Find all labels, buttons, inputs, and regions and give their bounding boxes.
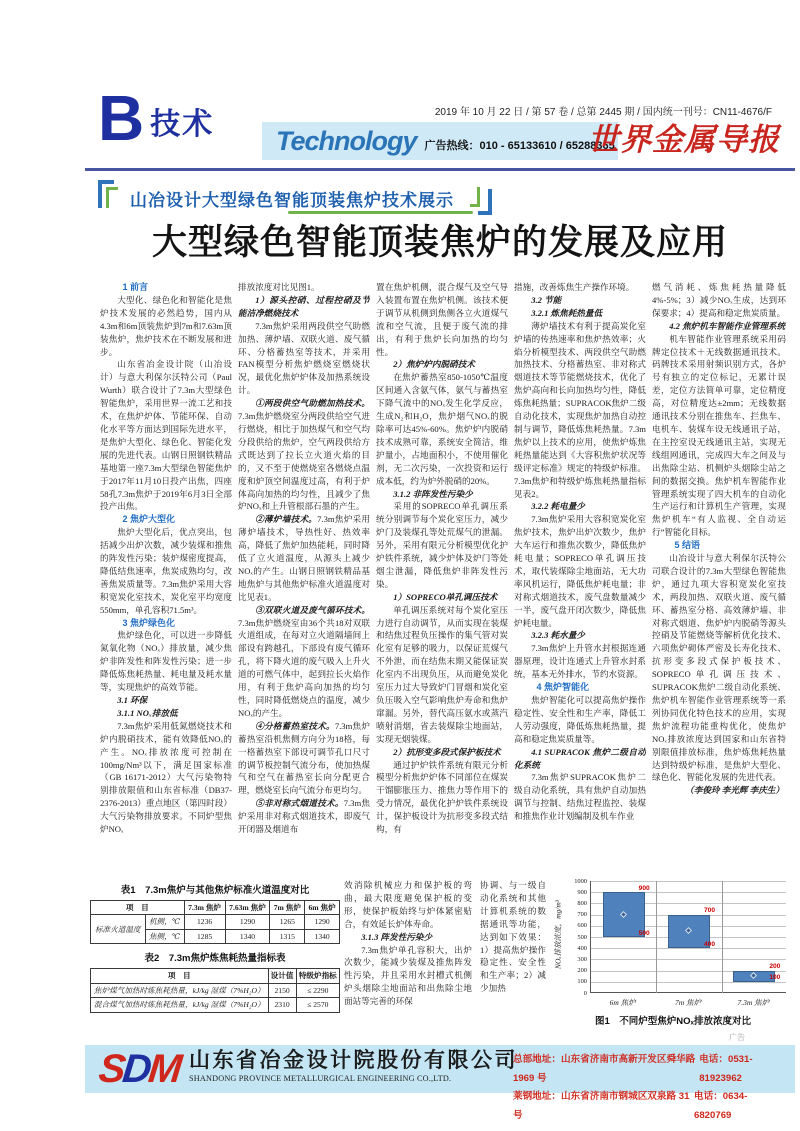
table-cell: 1265 [270, 915, 305, 929]
phone-hq: 电话：0531-81923962 [699, 1054, 753, 1084]
article-paragraph: ④分格蓄热室技术。7.3m焦炉蓄热室沿机焦侧方向分为18格，每一格蓄热室下部设可调节孔口尺寸的调节板控制气流分布，使加热煤气和空气在蓄热室长向分配更合理，燃烧室长向气流分布更均匀。 [238, 720, 370, 796]
table-cell: 1315 [270, 929, 305, 943]
company-name-en: SHANDONG PROVINCE METALLURGICAL ENGINEERING CO.,LTD. [189, 1074, 452, 1084]
article-paragraph: 排放浓度对比见图1。 [238, 282, 320, 292]
article-paragraph: 焦炉大型化后，优点突出，包括减少出炉次数，减少装煤和推焦的阵发性污染；装炉煤密度提高，降低结焦速率，焦炭成熟均匀，改善焦炭质量等。7.3m焦炉采用大容积宽炭化室技术，炭化室平均宽度550mm，单孔容积71.5m³。 [100, 527, 232, 615]
subsection-heading: 3.1 环保 [117, 695, 148, 705]
banner-underline-green [288, 211, 473, 214]
logo-letter: D [120, 1047, 151, 1091]
footer-advert-band [85, 1045, 795, 1122]
section-heading: 2 焦炉大型化 [122, 514, 176, 525]
article-paragraph: 置在焦炉机侧，混合煤气及空气导入装置布置在焦炉机侧。该技术便于调节从机侧到焦侧各立火道煤气流和空气流，且便于废气流的排出，有利于焦炉长向加热的均匀性。 [376, 282, 508, 357]
table-cell: ≤ 2290 [296, 983, 339, 997]
company-contacts [513, 1051, 781, 1126]
chart-value-label: 200 [769, 963, 781, 971]
address-hq: 总部地址：山东省济南市高新开发区舜华路 1969 号 [513, 1054, 696, 1084]
article-paragraph: 7.3m焦炉采用低氮燃烧技术和炉内脱硝技术，能有效降低NOₓ的产生。NOₓ排放浓度可控制在100mg/Nm³以下，满足国家标准（GB 16171-2012）大气污染物特别排放限值和山东省标准（DB37-2376-2013）重点地区（第四时段）大气污染物排放要求。不同炉型焦炉NOₓ [100, 720, 232, 835]
ad-corner-label: 广告 [729, 1033, 745, 1042]
chart-category-separator [722, 881, 723, 993]
article-paragraph: 协调、与一级自动化系统和其他计算机系统的数据通讯等功能，达到如下效果：1）提高焦炉操作稳定性、安全性和生产率；2）减少加热 [480, 880, 546, 994]
article-column-2 [238, 281, 370, 878]
article-paragraph: 机车智能作业管理系统采用码牌定位技术＋无线数据通讯技术。码牌技术采用射频识别方式，各炉号有独立的定位标记，无累计误差，定位方法简单可靠，定位精度高，对位精度达±2mm；无线数据通讯技术分别在推焦车、拦焦车、电机车、装煤车设无线通讯子站，在主控室设无线通讯主站，实现无线组网通讯，完成四大车之间及与出焦除尘站、机侧炉头烟除尘站之间的数据交换。焦炉机车智能作业管理系统实现了四大机车的自动化生产运行和计算机生产管理，实现焦炉机车“有人监视、全自动运行”智能化目标。 [652, 333, 786, 538]
table-cell: 1290 [225, 915, 270, 929]
article-paragraph: 措施，改善炼焦生产操作环境。 [514, 282, 635, 292]
table-cell: 2310 [268, 998, 296, 1012]
table-caption: 表1 7.3m焦炉与其他焦炉标准火道温度对比 [120, 885, 310, 896]
section-heading: 4 焦炉智能化 [536, 682, 590, 693]
section-title: 技术 [150, 107, 215, 141]
chart-value-label: 500 [638, 929, 650, 937]
article-paragraph: ②薄炉墙技术。7.3m焦炉采用薄炉墙技术，导热性好、热效率高，降低了焦炉加热能耗，同时降低了立火道温度，从源头上减少NOₓ的产生。山钢日照钢铁精品基地焦炉与其他焦炉标准火道温度对比见表1。 [238, 514, 370, 602]
article-paragraph: 采用的SOPRECO单孔调压系统分别调节每个炭化室压力，减少炉门及装煤孔等处荒煤气的泄漏。另外，采用有限元分析模型优化护炉铁件系统，减少炉体及炉门等处烟尘泄漏，降低焦炉非阵发性污染。 [376, 501, 508, 589]
paragraph-lead: ⑤非对称式烟道技术。 [255, 798, 344, 809]
chart-y-tick: 300 [577, 955, 587, 963]
newspaper-logo: 世界金属导报 [588, 122, 780, 157]
article-column-4-bottom [480, 879, 546, 1035]
article-column-5 [652, 281, 786, 878]
table-cell: 1340 [305, 929, 340, 943]
chart-x-tick-label: 7m 焦炉 [674, 998, 702, 1007]
header-rule [85, 168, 795, 171]
article-paragraph: 通过护炉铁件系统有限元分析模型分析焦炉炉体不同部位在煤炭干馏膨胀压力、推焦力等作用下的受力情况，最优化护炉铁件系统设计，保护板设计为抗形变多段式结构，有 [376, 759, 508, 835]
subsection-heading: 4.2 焦炉机车智能作业管理系统 [669, 320, 786, 331]
article-paragraph: 7.3m焦炉单孔容积大，出炉次数少，能减少装煤及推焦阵发性污染，并且采用水封槽式机侧炉头烟除尘地面站和出焦除尘地面站等完善的环保 [344, 944, 472, 1007]
subsection-heading: 2）焦炉炉内脱硝技术 [393, 359, 475, 370]
article-column-1 [100, 281, 232, 878]
chart-y-axis-label: NOₓ排放浓度，mg/m³ [553, 900, 563, 969]
subsection-heading: 3.2.2 耗电量少 [531, 501, 585, 512]
table-rowgroup-cell: 标准火道温度 [91, 915, 146, 944]
chart-gridline [591, 982, 786, 983]
chart-y-tick: 800 [577, 899, 587, 907]
subsection-heading: 2）抗形变多段式保护板技术 [393, 746, 501, 757]
chart-value-label: 100 [769, 974, 781, 982]
subsection-heading: 1）SOPRECO单孔调压技术 [393, 591, 498, 602]
chart-gridline [591, 948, 786, 949]
contact-row [513, 1051, 781, 1088]
subsection-heading: 3.2.1 炼焦耗热量低 [531, 307, 603, 318]
chart-value-label: 700 [704, 907, 716, 915]
chart-x-tick-label: 7.3m 焦炉 [737, 998, 770, 1007]
table-cell: ≤ 2570 [296, 998, 339, 1012]
address-laigang: 莱钢地址：山东省济南市钢城区双泉路 31 号 [513, 1091, 690, 1122]
subsection-heading: 3.2.3 耗水量少 [531, 630, 585, 641]
technology-strip [262, 122, 618, 160]
chart-y-tick: 100 [577, 978, 587, 986]
table-row [91, 998, 340, 1012]
chart-gridline [591, 881, 786, 882]
chart-value-label: 900 [638, 884, 650, 892]
nox-comparison-chart [550, 877, 796, 1035]
chart-y-tick: 1000 [574, 877, 587, 885]
table-header-cell: 7m 焦炉 [270, 901, 305, 915]
paragraph-lead: ④分格蓄热室技术。 [255, 720, 335, 731]
subsection-heading: 3.1.3 阵发性污染少 [361, 931, 433, 942]
article-paragraph: 7.3m焦炉采用两段供空气助燃加热、薄炉墙、双联火道、废气循环、分格蓄热室等技术，并采用FAN模型分析焦炉燃烧室燃烧状况，最优化焦炉炉体及加热系统设计。 [238, 320, 370, 396]
section-heading: 5 结语 [674, 540, 701, 551]
banner-bracket-left-green [106, 187, 118, 208]
banner-title: 山冶设计大型绿色智能顶装焦炉技术展示 [130, 191, 454, 210]
table-header-cell: 特级炉指标 [296, 969, 339, 983]
chart-y-tick: 900 [577, 888, 587, 896]
banner-bracket-right-blue [478, 189, 492, 215]
article-paragraph: 薄炉墙技术有利于提高炭化室炉墙的传热速率和焦炉热效率；火焰分析模型技术、两段供空气助燃加热技术、分格蓄热室、非对称式烟道技术等节能燃烧技术，优化了焦炉高向和长向加热均匀性，降低炼焦耗热量；SUPRACOK焦炉二级自动化技术，实现焦炉加热自动控制与调节，降低炼焦耗热量。7.3m焦炉以上技术的应用，使焦炉炼焦耗热量能达到《大容积焦炉状况等级评定标准》规定的特级炉标准。7.3m焦炉和特级炉炼焦耗热量指标见表2。 [514, 320, 646, 499]
chart-x-tick-label: 6m 焦炉 [609, 998, 636, 1007]
table-cell: 焦炉煤气加热时炼焦耗热量，kJ/kg 湿煤（7%H₂O） [91, 983, 269, 997]
article-column-3-bottom [344, 879, 472, 1035]
table-row [91, 983, 340, 997]
table-cell: 1290 [305, 915, 340, 929]
article-paragraph: ⑤非对称式烟道技术。7.3m焦炉采用非对称式烟道技术，即废气开闭器及烟道布 [238, 798, 370, 835]
chart-value-label: 400 [704, 940, 716, 948]
article-paragraph: 7.3m焦炉SUPRACOK焦炉二级自动化系统，具有焦炉自动加热调节与控制、结焦过程监控、装煤和推焦作业计划编制及机车作业 [514, 772, 646, 822]
table-body [91, 915, 340, 944]
article-title: 大型绿色智能顶装焦炉的发展及应用 [151, 223, 728, 262]
section-heading: 1 前言 [122, 282, 149, 292]
issue-dateline: 2019 年 10 月 22 日 / 第 57 卷 / 总第 2445 期 / 国内统一刊号：CN11-4676/F [434, 107, 772, 118]
contact-row [513, 1088, 781, 1125]
article-column-3 [376, 281, 508, 878]
section-title-en: Technology [276, 125, 417, 156]
table-header-row [91, 901, 340, 915]
article-paragraph: 燃气消耗、炼焦耗热量降低4%-5%；3）减少NOₓ生成，达到环保要求；4）提高和稳定焦炭质量。 [652, 282, 786, 318]
subsection-heading: 1）源头控硝、过程控硝及节能洁净燃烧技术 [238, 294, 370, 318]
data-table-2 [90, 968, 340, 1012]
table-row [91, 915, 340, 929]
table-header-row [91, 969, 340, 983]
table-header-cell: 设计值 [268, 969, 296, 983]
topic-banner [98, 179, 578, 219]
paragraph-lead: ③双联火道及废气循环技术。 [255, 604, 370, 615]
chart-category-separator [656, 881, 657, 993]
table-header-cell: 7.63m 焦炉 [225, 901, 270, 915]
paragraph-lead: ②薄炉墙技术。 [255, 514, 318, 525]
chart-gridline [591, 959, 786, 960]
section-letter: B [98, 82, 143, 154]
table-header-cell: 项 目 [91, 901, 185, 915]
article-paragraph: 山东省冶金设计院（山冶设计）与意大利保尔沃特公司（Paul Wurth）联合设计了7.3m大型绿色智能焦炉，采用世界一流工艺和技术，在焦炉炉体、节能环保、自动化水平等方面达到国际先进水平，是焦炉大型化、绿色化、智能化发展的先进代表。山钢日照钢铁精品基地第一座7.3m大型绿色智能焦炉于2017年11月10日投产出焦，四座58孔7.3m焦炉于2019年6月3日全部投产出焦。 [100, 359, 232, 512]
chart-y-tick: 500 [577, 933, 587, 941]
paragraph-lead: ①两段供空气助燃加热技术。 [255, 398, 370, 409]
author-line: （李俊玲 李光辉 李庆生） [685, 785, 784, 796]
subsection-heading: 4.1 SUPRACOK 焦炉二级自动化系统 [514, 746, 646, 770]
subsection-heading: 3.2 节能 [531, 294, 562, 305]
article-paragraph: 在焦炉蓄热室850-1050℃温度区间通入含氨气体，氨气与蓄热室下降气流中的NOₓ发生化学反应，生成N₂和H₂O，焦炉烟气NOₓ的脱除率可达45%-60%。焦炉炉内脱硝技术成熟可靠，系统安全简洁，维护量小，占地面积小，不使用催化剂，无二次污染，一次投资和运行成本低，约为炉外脱硝的20%。 [376, 372, 508, 486]
table-head [91, 969, 340, 983]
article-paragraph: 焦炉智能化可以提高焦炉操作稳定性、安全性和生产率，降低工人劳动强度，降低炼焦耗热量，提高和稳定焦炭质量等。 [514, 695, 646, 744]
article-paragraph: 效消除机械应力和保护板的弯曲，最大限度避免保护板的变形，使保护板始终与炉体紧密贴合，有效延长炉体寿命。 [344, 880, 472, 929]
article-paragraph: ③双联火道及废气循环技术。7.3m焦炉燃烧室由36个共18对双联火道组成，在每对立火道隔墙间上部设有跨越孔，下部设有废气循环孔，将下降火道的废气吸入上升火道的可燃气体中，起到拉长火焰作用，有利于焦炉高向加热的均匀性，同时降低燃烧点的温度，减少NOₓ的产生。 [238, 604, 370, 718]
logo-letter: M [146, 1047, 182, 1091]
phone-laigang: 电话：0634-6820769 [694, 1091, 748, 1122]
ad-hotline: 广告热线：010 - 65133610 / 65288365 [424, 140, 615, 152]
article-paragraph: 大型化、绿色化和智能化是焦炉技术发展的必然趋势，国内从4.3m和6m顶装焦炉到7m和7.63m顶装焦炉，焦炉技术在不断发展和进步。 [100, 294, 232, 357]
article-paragraph: 焦炉绿色化，可以进一步降低氮氧化物（NOₓ）排放量，减少焦炉非阵发性和阵发性污染；进一步降低炼焦耗热量、耗电量及耗水量等，实现焦炉的高效节能。 [100, 630, 232, 693]
table-cell: 1236 [184, 915, 225, 929]
table-cell: 机侧，℃ [145, 915, 184, 929]
chart-y-tick: 400 [577, 944, 587, 952]
table-cell: 焦侧，℃ [145, 929, 184, 943]
company-name-cn: 山东省冶金设计院股份有限公司 [189, 1049, 518, 1072]
section-heading: 3 焦炉绿色化 [122, 617, 176, 628]
table-cell: 混合煤气加热时炼焦耗热量，kJ/kg 湿煤（7%H₂O） [91, 998, 269, 1012]
table-cell: 1285 [184, 929, 225, 943]
table-cell: 2150 [268, 983, 296, 997]
figure-caption: 图1 不同炉型焦炉NOₓ排放浓度对比 [594, 1016, 751, 1027]
article-paragraph: 单孔调压系统对每个炭化室压力进行自动调节，从而实现在装煤和结焦过程负压操作的集气管对炭化室有足够的吸力，以保证荒煤气不外泄，而在结焦末期又能保证炭化室内不出现负压，从而避免炭化室压力过大导致炉门冒烟和炭化室负压吸入空气影响焦炉寿命和焦炉窜漏。另外，替代高压氨水或蒸汽喷射消烟，省去装煤除尘地面站，实现无烟装煤。 [376, 604, 508, 744]
table-header-cell: 7.3m 焦炉 [184, 901, 225, 915]
section-masthead [98, 82, 215, 154]
table-head [91, 901, 340, 915]
chart-y-tick: 0 [583, 989, 587, 997]
data-table-1 [90, 900, 340, 944]
chart-y-tick: 200 [577, 967, 587, 975]
table-header-cell: 6m 焦炉 [305, 901, 340, 915]
article-paragraph: 7.3m焦炉采用大容积宽炭化室焦炉技术，焦炉出炉次数少，焦炉大车运行和推焦次数少，降低焦炉耗电量；SOPRECO单孔调压技术，取代装煤除尘地面站，无大功率风机运行，降低焦炉耗电量；非对称式烟道技术，废气盘数量减少一半，废气盘开闭次数少，降低焦炉耗电量。 [514, 514, 646, 628]
article-paragraph: 7.3m焦炉上升管水封根据连通器原理，设计连通式上升管水封系统，基本无外排水，节约水资源。 [514, 643, 646, 680]
chart-y-tick: 700 [577, 911, 587, 919]
chart-y-tick: 600 [577, 922, 587, 930]
article-paragraph: 山冶设计与意大利保尔沃特公司联合设计的7.3m大型绿色智能焦炉，通过九项大容积宽炭化室技术，两段加热、双联火道、废气循环、蓄热室分格、高效薄炉墙、非对称式烟道、焦炉炉内脱硝等源头控硝及节能燃烧等解析优化技术、六项焦炉砌体严密及长寿化技术、抗形变多段式保护板技术、SOPRECO单孔调压技术、SUPRACOK焦炉二级自动化系统、焦炉机车智能作业管理系统等一系列协同优化特色技术的应用，实现焦炉流程功能重构优化，使焦炉NOₓ排放浓度达到国家和山东省特别限值排放标准，焦炉炼焦耗热量达到特级炉标准，是焦炉大型化、绿色化、智能化发展的先进代表。 [652, 553, 786, 783]
chart-plot-area [574, 877, 786, 997]
table-caption: 表2 7.3m焦炉炼焦耗热量指标表 [144, 953, 286, 965]
subsection-heading: 3.1.2 非阵发性污染少 [393, 488, 473, 499]
table-body [91, 983, 340, 1012]
company-block [189, 1049, 518, 1083]
logo-letter: S [96, 1047, 126, 1091]
tables-zone [90, 879, 340, 1019]
article-column-4 [514, 281, 646, 878]
sdm-logo [97, 1047, 182, 1092]
subsection-heading: 3.1.1 NOₓ排放低 [117, 707, 178, 718]
article-paragraph: ①两段供空气助燃加热技术。7.3m焦炉燃烧室分两段供给空气进行燃烧，相比于加热煤气和空气均分段供给的焦炉，空气两段供给方式既达到了拉长立火道火焰的目的，又不至于使燃烧室各燃烧点温度和炉顶空间温度过高，有利于炉体高向加热的均匀性，且减少了焦炉NOₓ和上升管根部石墨的产生。 [238, 398, 370, 512]
table-header-cell: 项 目 [91, 969, 269, 983]
table-cell: 1340 [225, 929, 270, 943]
